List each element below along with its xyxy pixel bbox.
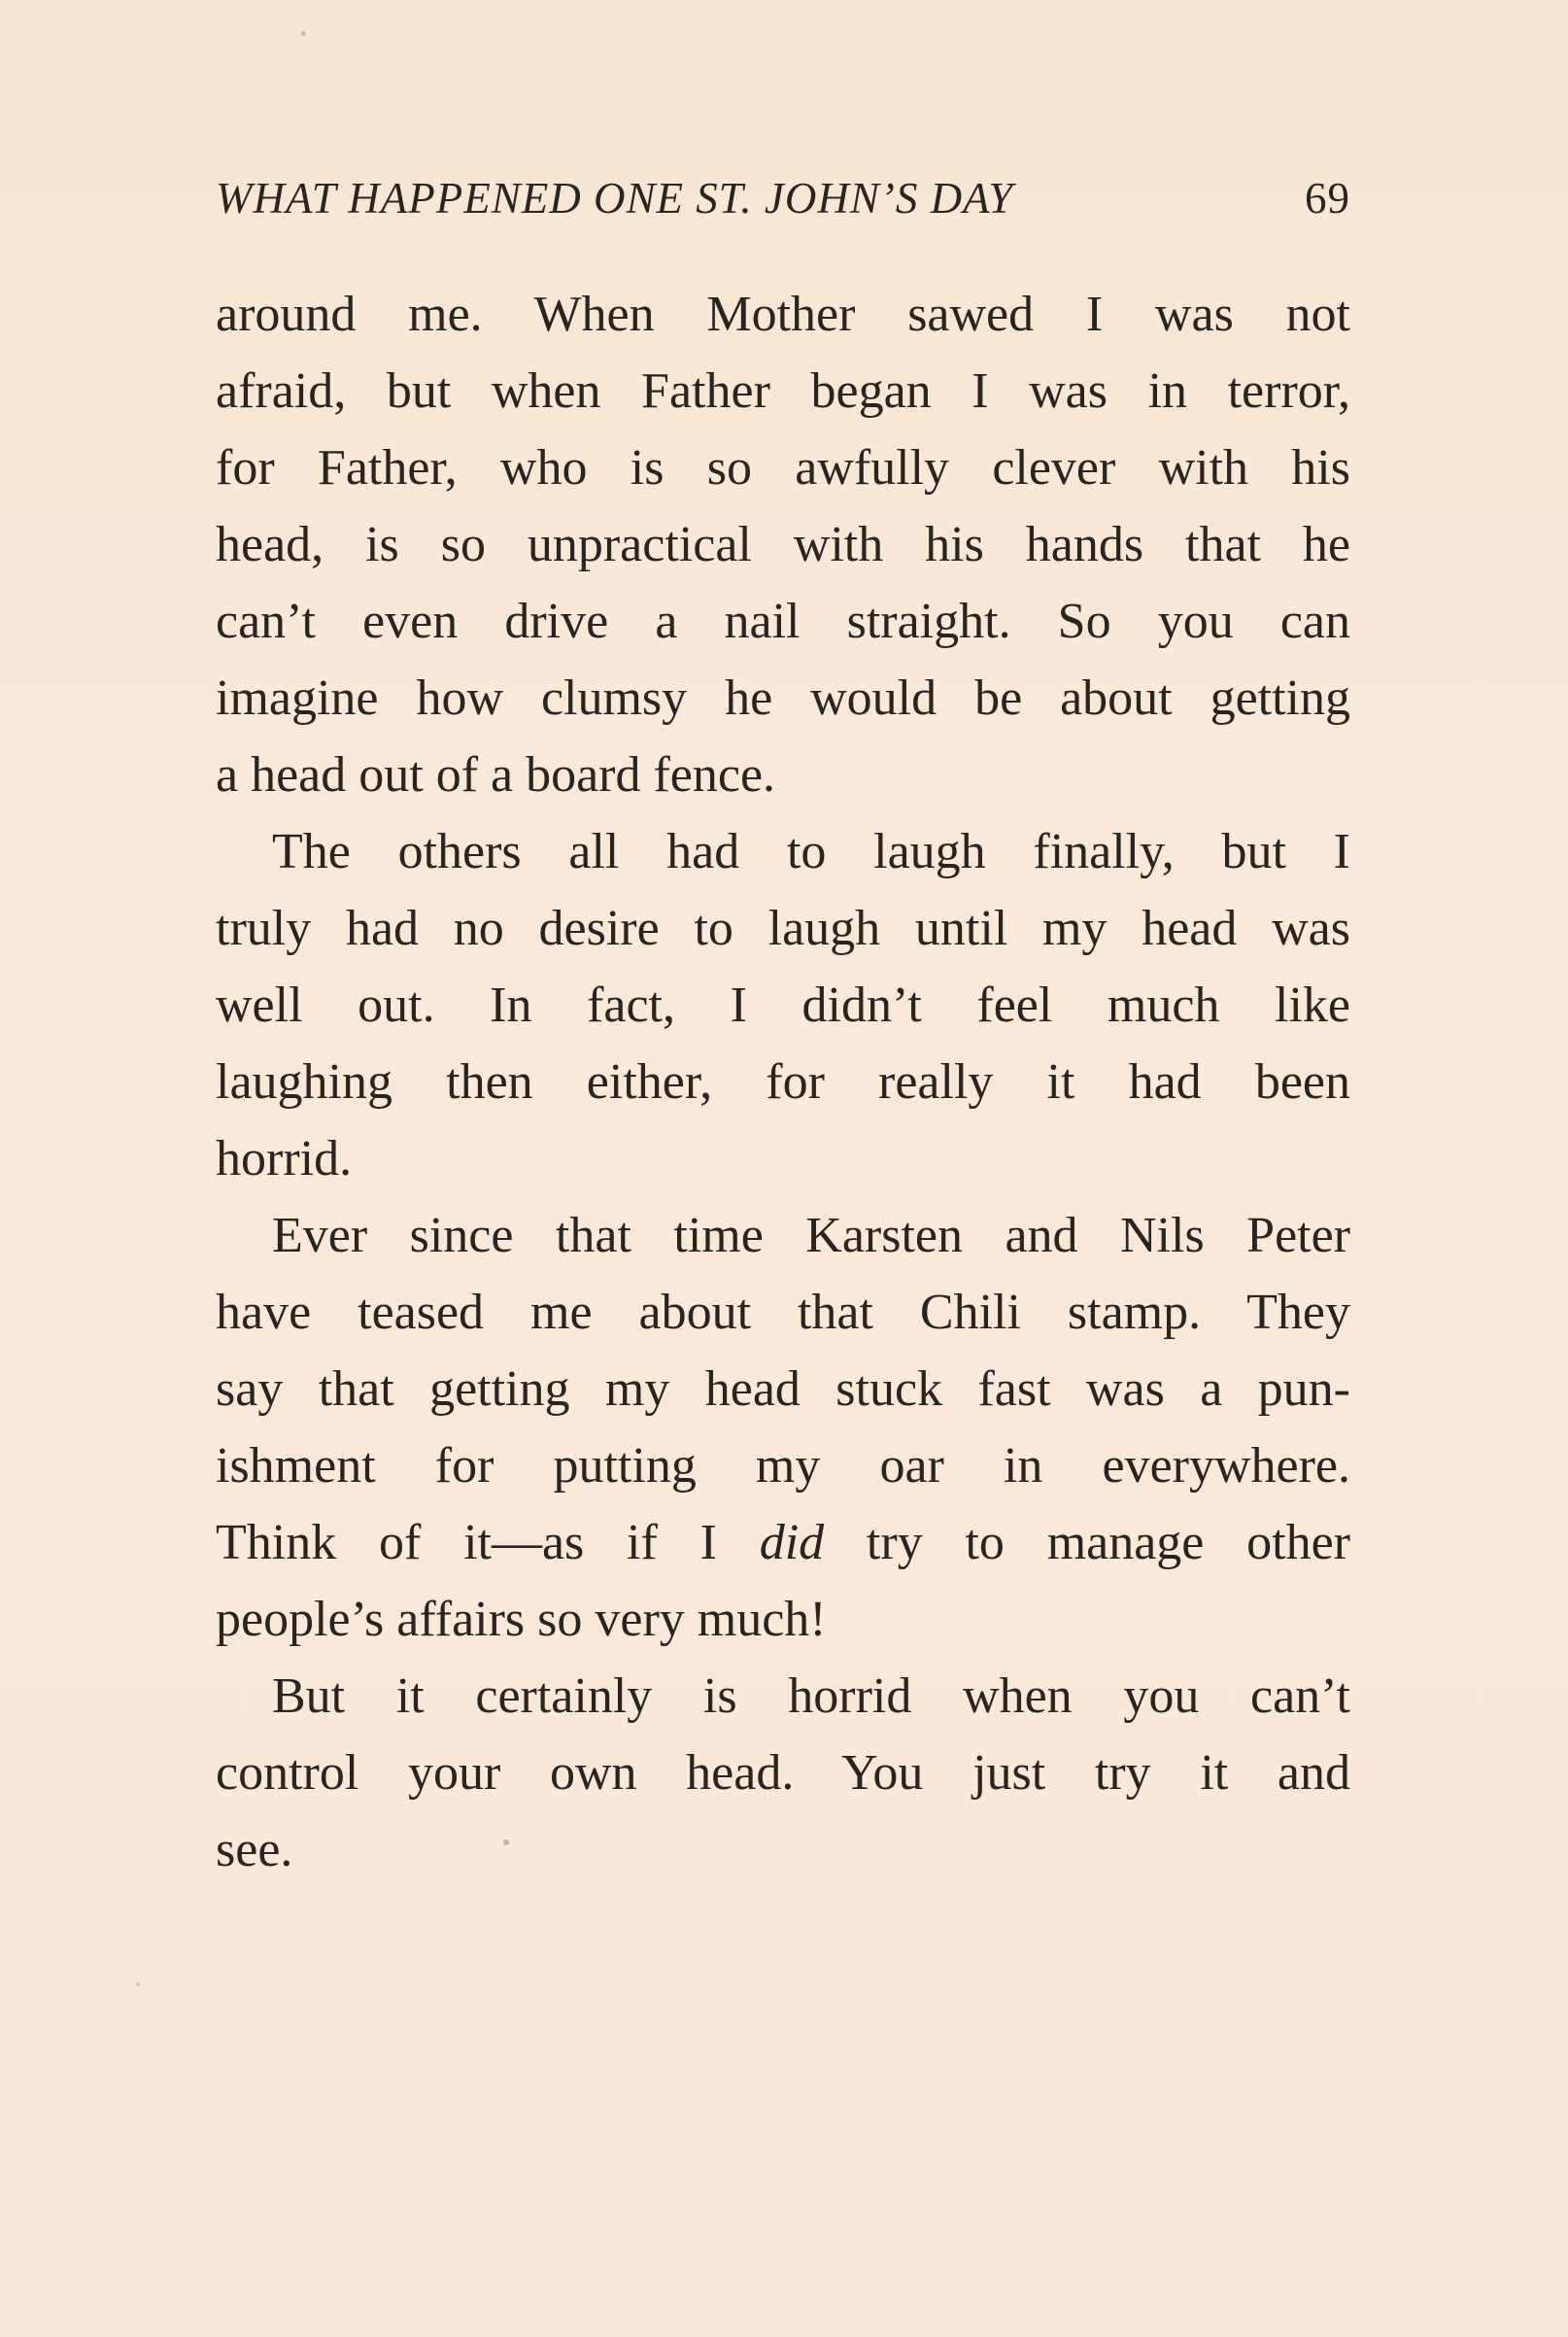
running-title: WHAT HAPPENED ONE ST. JOHN’S DAY bbox=[216, 174, 1014, 223]
text-line: a head out of a board fence. bbox=[216, 747, 776, 803]
text-line: say that getting my head stuck fast was a pun- bbox=[216, 1361, 1350, 1417]
text-line: control your own head. You just try it and bbox=[216, 1745, 1350, 1801]
text-line: head, is so unpractical with his hands that he bbox=[216, 517, 1350, 572]
text-line: see. bbox=[216, 1822, 293, 1877]
text-line: around me. When Mother sawed I was not bbox=[216, 287, 1350, 342]
page-header bbox=[216, 173, 1350, 241]
text-line: afraid, but when Father began I was in terror, bbox=[216, 363, 1350, 419]
page-number: 69 bbox=[1305, 174, 1350, 223]
text-line: laughing then either, for really it had been bbox=[216, 1054, 1350, 1110]
text-line: well out. In fact, I didn’t feel much like bbox=[216, 978, 1350, 1033]
paper-speck bbox=[136, 1982, 140, 1986]
text-line-with-emphasis bbox=[216, 1504, 1350, 1581]
text-line: horrid. bbox=[216, 1131, 353, 1186]
emphasized-word: did bbox=[759, 1515, 825, 1570]
text-fragment: Think of it—as if I bbox=[216, 1515, 760, 1570]
paper-speck bbox=[301, 31, 306, 36]
text-line: have teased me about that Chili stamp. They bbox=[216, 1285, 1350, 1340]
paper-speck bbox=[503, 1839, 509, 1845]
text-line: ishment for putting my oar in everywhere. bbox=[216, 1438, 1350, 1494]
text-line: But it certainly is horrid when you can’t bbox=[272, 1668, 1350, 1724]
text-line: can’t even drive a nail straight. So you can bbox=[216, 594, 1350, 649]
body-text bbox=[216, 276, 1350, 1888]
text-line: truly had no desire to laugh until my head was bbox=[216, 901, 1350, 956]
text-line: imagine how clumsy he would be about getting bbox=[216, 670, 1350, 726]
text-line: Ever since that time Karsten and Nils Peter bbox=[272, 1208, 1350, 1263]
text-fragment: try to manage other bbox=[824, 1515, 1350, 1570]
text-line: for Father, who is so awfully clever with his bbox=[216, 440, 1350, 496]
text-line: The others all had to laugh finally, but I bbox=[272, 824, 1350, 879]
text-line: people’s affairs so very much! bbox=[216, 1592, 827, 1647]
